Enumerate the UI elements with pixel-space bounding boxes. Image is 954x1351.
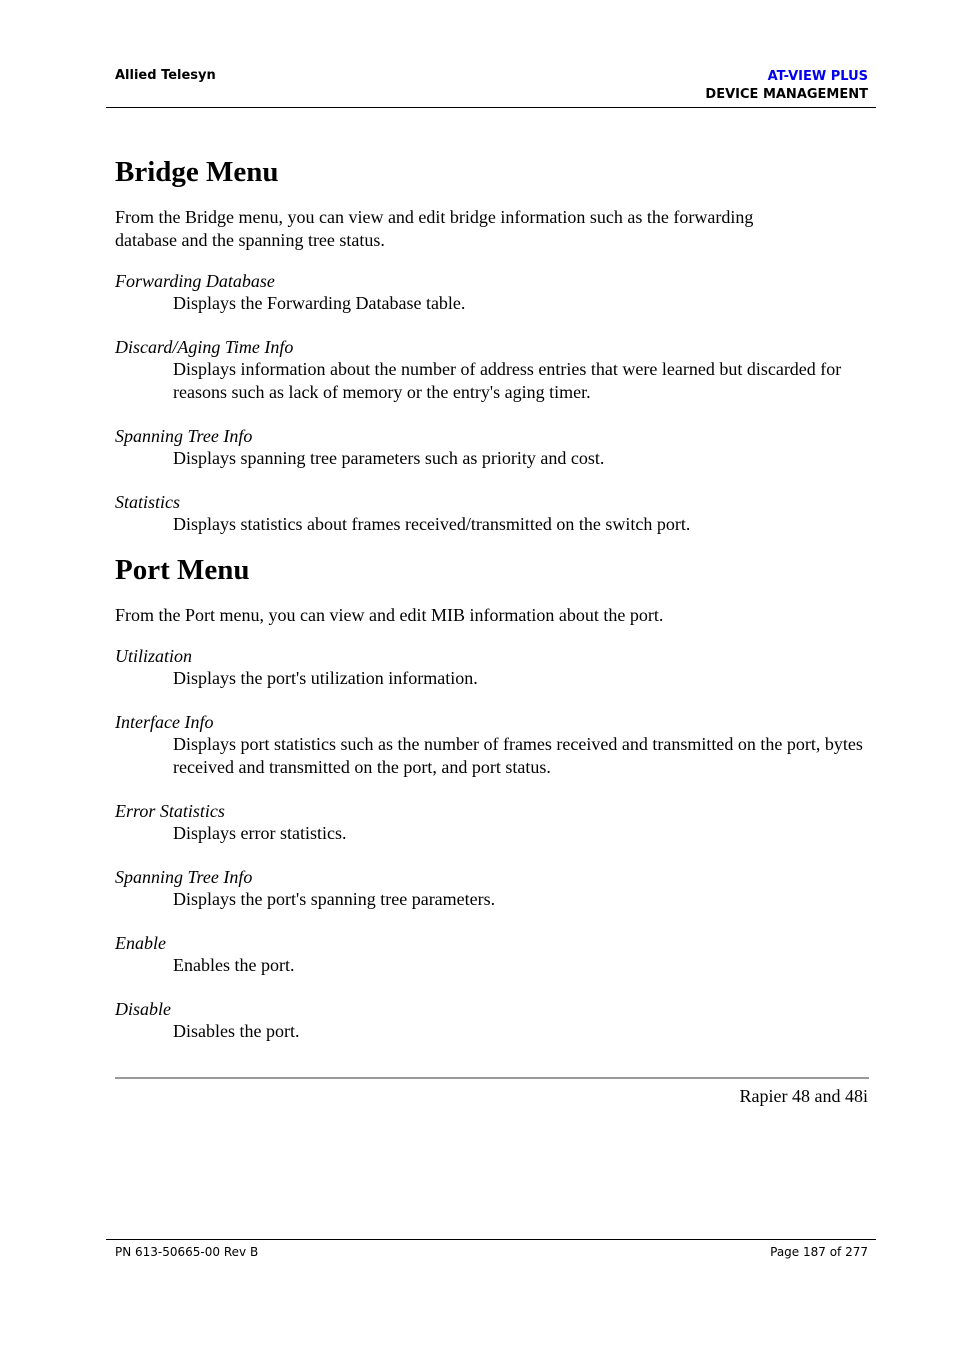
caption-divider (115, 1077, 869, 1079)
port-item-term: Error Statistics (115, 801, 225, 821)
port-item-desc: Displays the port's utilization information. (173, 668, 478, 688)
bridge-item-desc: Displays spanning tree parameters such as priority and cost. (173, 448, 605, 468)
bridge-item-desc: Displays statistics about frames received/transmitted on the switch port. (173, 514, 691, 534)
bridge-item-term: Forwarding Database (115, 271, 275, 291)
bridge-item-list (115, 270, 875, 536)
port-item-term: Disable (115, 999, 171, 1019)
bridge-menu-intro: From the Bridge menu, you can view and edit bridge information such as the forwarding database and the spanning tree status. (115, 207, 754, 250)
bridge-menu-heading: Bridge Menu (115, 156, 279, 188)
bridge-item-term: Statistics (115, 492, 181, 512)
page-number: Page 187 of 277 (770, 1245, 868, 1259)
product-caption: Rapier 48 and 48i (739, 1086, 868, 1106)
product-name: AT-VIEW PLUS (767, 69, 868, 84)
port-item-term: Enable (115, 933, 166, 953)
port-item-desc: Disables the port. (173, 1021, 300, 1041)
company-name: Allied Telesyn (115, 68, 216, 83)
port-item-list (115, 645, 875, 1043)
bridge-item-desc: Displays information about the number of address entries that were learned but discarded for reasons such as lack of memory or the entry's aging timer. (173, 359, 842, 402)
port-item-term: Spanning Tree Info (115, 867, 253, 887)
port-menu-heading: Port Menu (115, 554, 250, 586)
bridge-item-term: Spanning Tree Info (115, 426, 253, 446)
port-item-desc: Displays error statistics. (173, 823, 347, 843)
header-title-block (705, 68, 868, 104)
bridge-item-term: Discard/Aging Time Info (115, 337, 294, 357)
page-content (115, 152, 875, 1064)
port-item-desc: Enables the port. (173, 955, 295, 975)
port-item-desc: Displays port statistics such as the number of frames received and transmitted on the port, bytes received and transmitted on the port, and port status. (173, 734, 863, 777)
header-divider (106, 107, 876, 108)
footer-divider (106, 1239, 876, 1240)
port-item-term: Interface Info (115, 712, 214, 732)
section-name: DEVICE MANAGEMENT (705, 87, 868, 102)
part-number: PN 613-50665-00 Rev B (115, 1245, 259, 1259)
port-item-desc: Displays the port's spanning tree parameters. (173, 889, 496, 909)
port-menu-intro: From the Port menu, you can view and edit MIB information about the port. (115, 605, 664, 625)
port-item-term: Utilization (115, 646, 193, 666)
bridge-item-desc: Displays the Forwarding Database table. (173, 293, 466, 313)
